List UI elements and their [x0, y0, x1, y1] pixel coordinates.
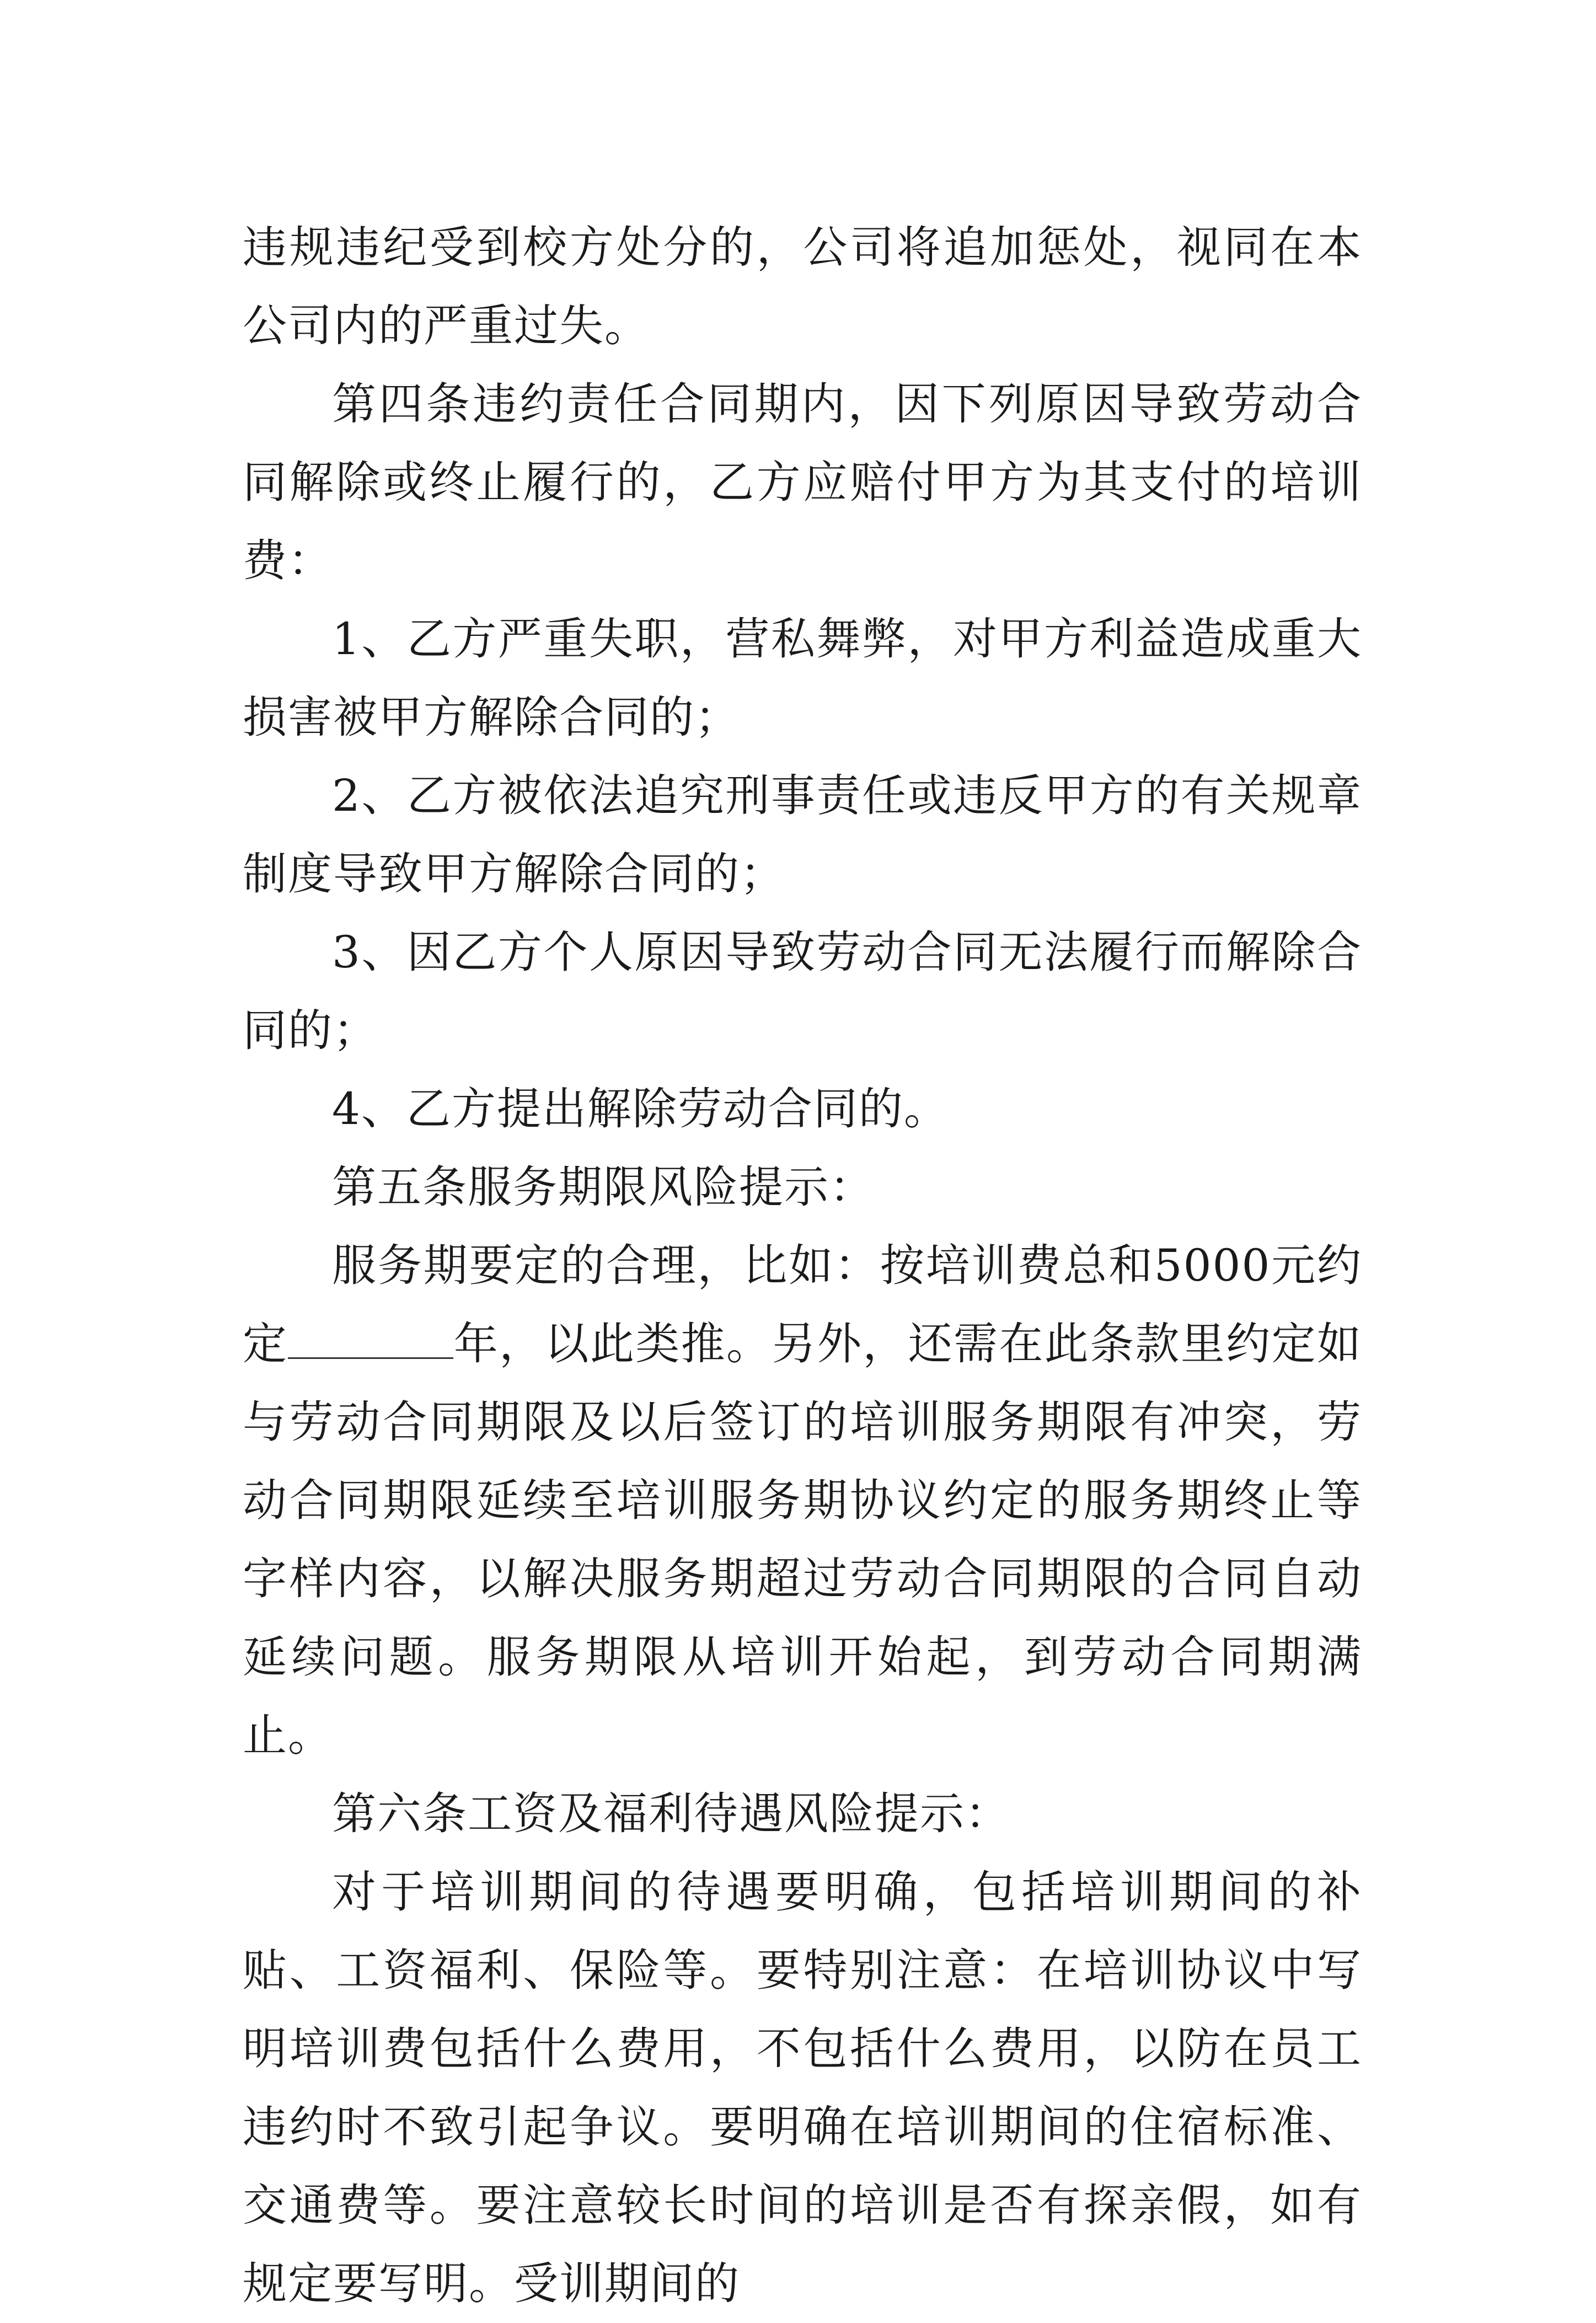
paragraph-service-period: [243, 1227, 1362, 1775]
heading-article-6: 第六条工资及福利待遇风险提示：: [332, 1788, 1010, 1839]
paragraph-article-4: 第四条违约责任合同期内，因下列原因导致劳动合同解除或终止履行的，乙方应赔付甲方为其支付的培训费：: [243, 378, 1362, 586]
paragraph-training-benefits: 对于培训期间的待遇要明确，包括培训期间的补贴、工资福利、保险等。要特别注意：在培训协议中写明培训费包括什么费用，不包括什么费用，以防在员工违约时不致引起争议。要明确在培训期间的住宿标准、交通费等。要注意较长时间的培训是否有探亲假，如有规定要写明。受训期间的: [243, 1866, 1362, 2309]
list-item-1: 1、乙方严重失职，营私舞弊，对甲方利益造成重大损害被甲方解除合同的；: [243, 613, 1362, 743]
fill-in-blank: [288, 1357, 453, 1359]
paragraph-continuation: 违规违纪受到校方处分的，公司将追加惩处，视同在本公司内的严重过失。: [243, 222, 1362, 351]
list-item-3: 3、因乙方个人原因导致劳动合同无法履行而解除合同的；: [243, 927, 1362, 1056]
heading-article-5: 第五条服务期限风险提示：: [332, 1162, 875, 1213]
list-item-4: 4、乙方提出解除劳动合同的。: [332, 1083, 949, 1134]
service-period-text-after: 年，以此类推。另外，还需在此条款里约定如与劳动合同期限及以后签订的培训服务期限有冲突，劳动合同期限延续至培训服务期协议约定的服务期终止等字样内容，以解决服务期超过劳动合同期限的合同自动延续问题。服务期限从培训开始起，到劳动合同期满止。: [243, 1318, 1363, 1761]
document-page: [243, 208, 1362, 2323]
list-item-2: 2、乙方被依法追究刑事责任或违反甲方的有关规章制度导致甲方解除合同的；: [243, 770, 1362, 900]
service-period-text-before: 服务期要定的合理，比如：按培训费总和5000元约定: [243, 1240, 1362, 1369]
